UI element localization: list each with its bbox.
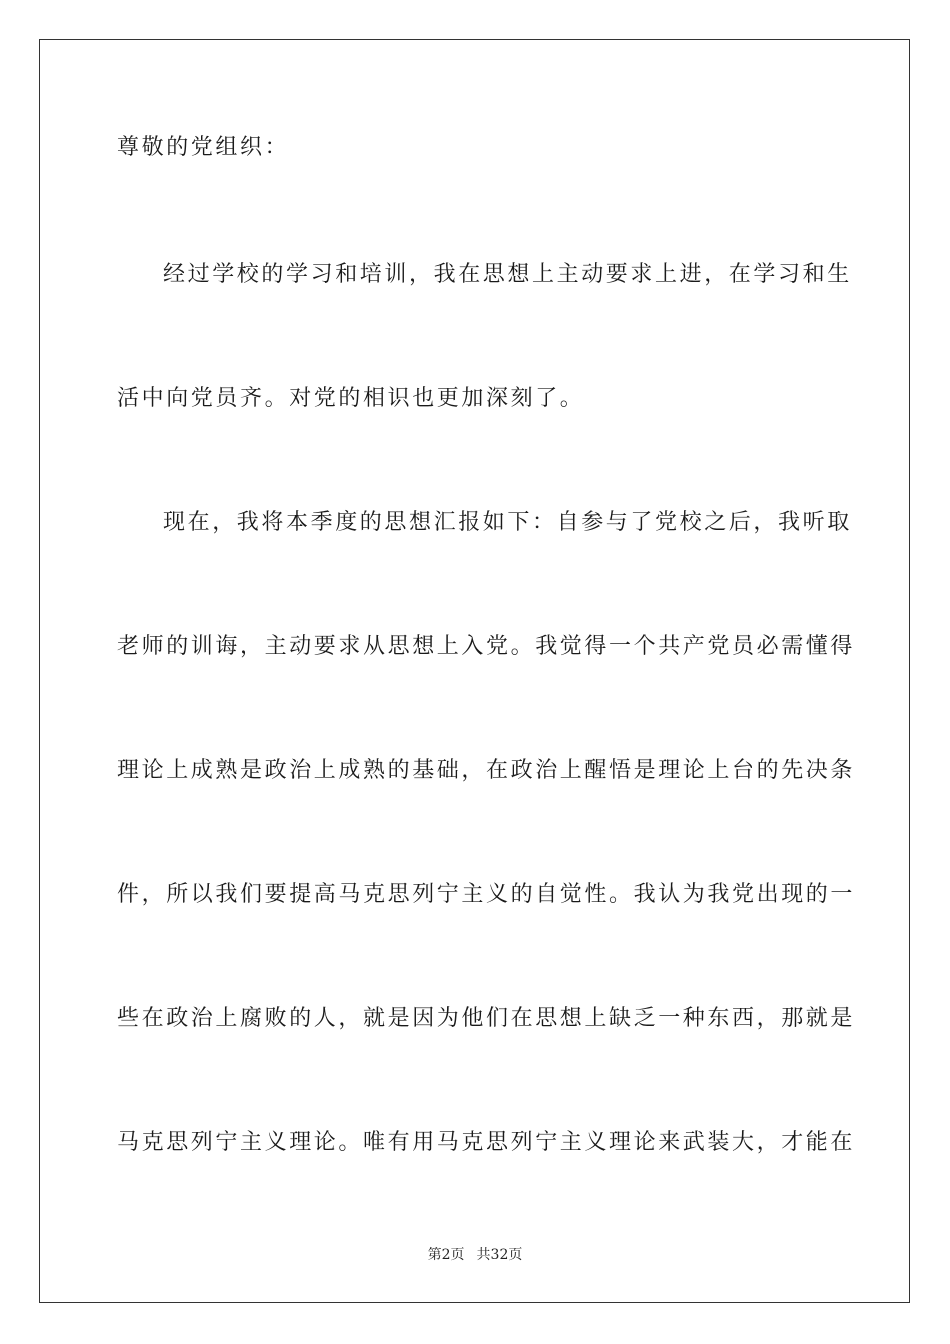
page-number: 第2页	[427, 1247, 465, 1263]
paragraph-line: 理论上成熟是政治上成熟的基础，在政治上醒悟是理论上台的先决条	[117, 758, 856, 783]
paragraph-line: 现在，我将本季度的思想汇报如下：自参与了党校之后，我听取	[163, 510, 852, 535]
paragraph-line: 老师的训诲，主动要求从思想上入党。我觉得一个共产党员必需懂得	[117, 634, 856, 659]
paragraph-line: 活中向党员齐。对党的相识也更加深刻了。	[117, 386, 585, 411]
paragraph-line: 马克思列宁主义理论。唯有用马克思列宁主义理论来武装大，才能在	[117, 1130, 856, 1155]
paragraph-line: 件，所以我们要提高马克思列宁主义的自觉性。我认为我党出现的一	[117, 882, 856, 907]
salutation: 尊敬的党组织：	[117, 135, 290, 160]
page-border	[39, 39, 910, 1303]
paragraph-line: 些在政治上腐败的人，就是因为他们在思想上缺乏一种东西，那就是	[117, 1006, 856, 1031]
total-pages: 共32页	[476, 1247, 523, 1263]
paragraph-line: 经过学校的学习和培训，我在思想上主动要求上进，在学习和生	[163, 262, 852, 287]
page-footer	[0, 1246, 950, 1264]
